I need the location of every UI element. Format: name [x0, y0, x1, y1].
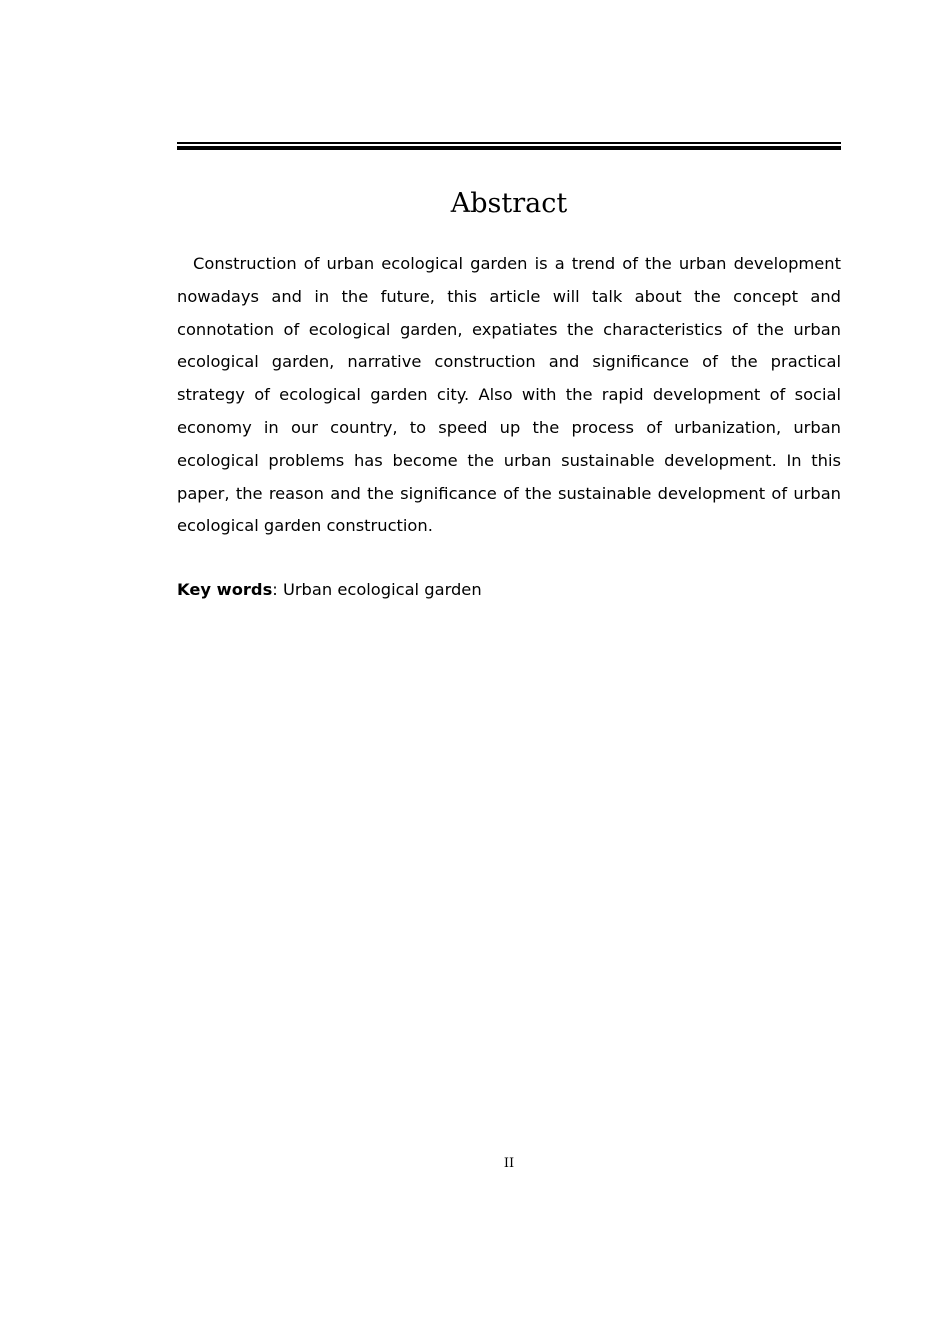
abstract-paragraph: Construction of urban ecological garden is a trend of the urban development nowadays and in the future, this article will talk about the concept and connotation of ecological garden, expatiates the characteristics of the urban ecological garden, narrative construction and significance of the practical strategy of ecological garden city. Also with the rapid development of social economy in our country, to speed up the process of urbanization, urban ecological problems has become the urban sustainable development. In this paper, the reason and the significance of the sustainable development of urban ecological garden construction.	[177, 254, 841, 536]
page-number: II	[503, 1156, 515, 1171]
header-double-rule	[177, 142, 841, 151]
keywords-separator: :	[272, 580, 283, 599]
keywords-value: Urban ecological garden	[282, 580, 482, 599]
page-title: Abstract	[450, 188, 568, 219]
header-rule-thin	[177, 142, 841, 144]
keywords-line	[177, 574, 841, 606]
keywords-label: Key words	[177, 580, 273, 599]
header-rule-thick	[177, 146, 841, 150]
